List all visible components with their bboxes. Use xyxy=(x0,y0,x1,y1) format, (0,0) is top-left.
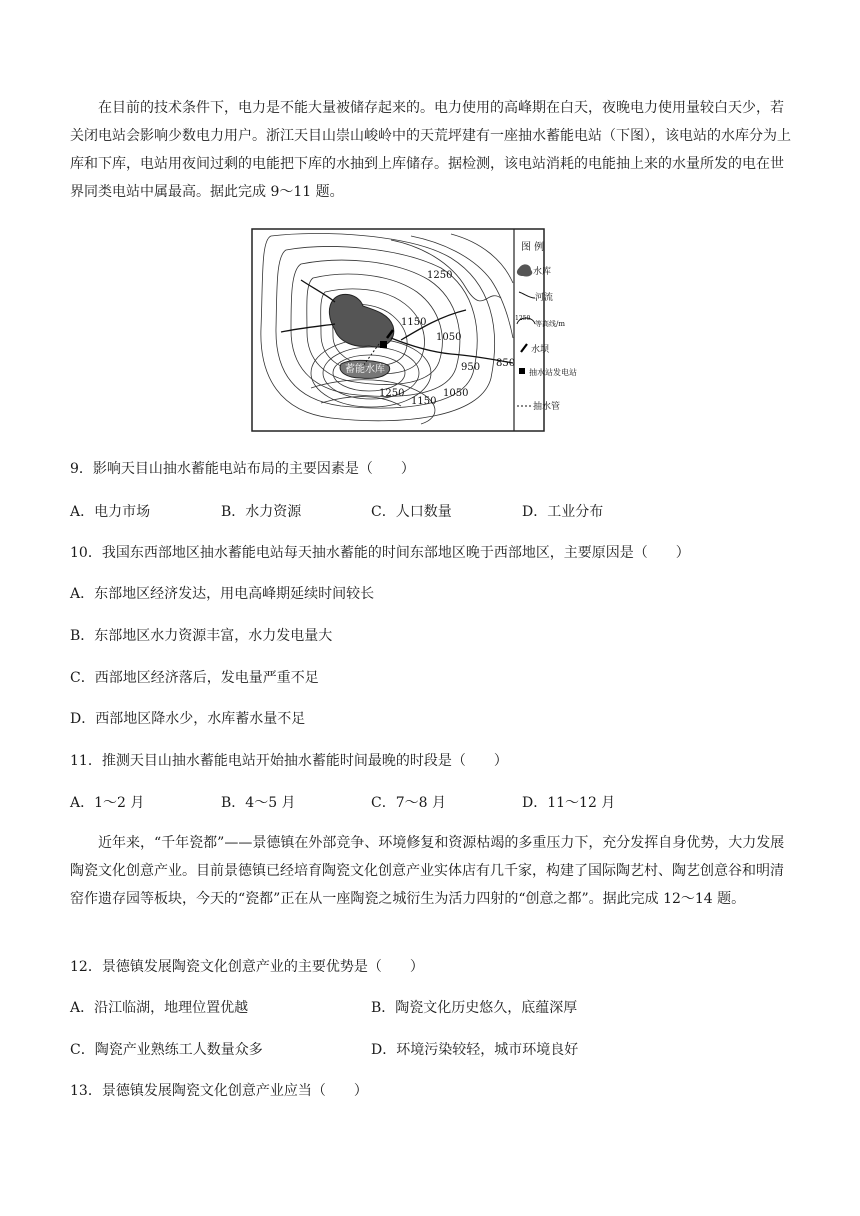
q11-option-a[interactable]: A．1～2 月 xyxy=(70,795,145,811)
legend-title: 图 例 xyxy=(521,242,545,253)
q12-option-c[interactable]: C．陶瓷产业熟练工人数量众多 xyxy=(70,1042,263,1058)
contour-label: 1050 xyxy=(436,332,462,343)
q9-option-a[interactable]: A．电力市场 xyxy=(70,504,151,520)
contour-label: 1150 xyxy=(411,396,437,407)
passage-2: 近年来，“千年瓷都”——景德镇在外部竞争、环境修复和资源枯竭的多重压力下，充分发挥自身优势，大力发展陶瓷文化创意产业。目前景德镇已经培育陶瓷文化创意产业实体店有几千家，构建了国际陶艺村、陶艺创意谷和明清窑作遗存园等板块，今天的“瓷都”正在从一座陶瓷之城衍生为活力四射的“创意之都”。据此完成 12～14 题。 xyxy=(70,835,785,907)
q9-option-d[interactable]: D．工业分布 xyxy=(522,504,604,520)
contour-label: 1050 xyxy=(443,388,469,399)
q9-option-b[interactable]: B．水力资源 xyxy=(221,504,302,520)
question-12-stem: 12．景德镇发展陶瓷文化创意产业的主要优势是（ ） xyxy=(70,959,424,975)
contour-label: 1250 xyxy=(379,388,405,399)
legend-item: 水库 xyxy=(533,267,552,277)
contour-label: 1150 xyxy=(401,317,427,328)
contour-map-figure xyxy=(251,228,577,432)
contour-label: 850 xyxy=(496,358,516,369)
reservoir-label: 蓄能水库 xyxy=(345,364,385,375)
passage-1: 在目前的技术条件下，电力是不能大量被储存起来的。电力使用的高峰期在白天，夜晚电力使用量较白天少，若关闭电站会影响少数电力用户。浙江天目山崇山峻岭中的天荒坪建有一座抽水蓄能电站（下图），该电站的水库分为上库和下库，电站用夜间过剩的电能把下库的水抽到上库储存。据检测，该电站消耗的电能抽上来的水量所发的电在世界同类电站中属最高。据此完成 9～11 题。 xyxy=(70,100,791,200)
contour-label: 1250 xyxy=(427,270,453,281)
q11-option-c[interactable]: C．7～8 月 xyxy=(371,795,446,811)
q11-option-b[interactable]: B．4～5 月 xyxy=(221,795,296,811)
q10-option-c[interactable]: C．西部地区经济落后，发电量严重不足 xyxy=(70,670,319,686)
contour-label: 950 xyxy=(461,362,481,373)
legend-item: 等高线/m xyxy=(535,320,565,328)
question-9-stem: 9．影响天目山抽水蓄能电站布局的主要因素是（ ） xyxy=(70,461,415,477)
legend-item: 河流 xyxy=(535,293,554,303)
q12-option-d[interactable]: D．环境污染较轻，城市环境良好 xyxy=(371,1042,579,1058)
legend-item: 1250 xyxy=(515,315,531,322)
q10-option-d[interactable]: D．西部地区降水少，水库蓄水量不足 xyxy=(70,711,306,727)
legend-item: 抽水站发电站 xyxy=(529,368,577,377)
q9-option-c[interactable]: C．人口数量 xyxy=(371,504,452,520)
question-10-stem: 10．我国东西部地区抽水蓄能电站每天抽水蓄能的时间东部地区晚于西部地区，主要原因是（ ） xyxy=(70,545,690,561)
q12-option-b[interactable]: B．陶瓷文化历史悠久，底蕴深厚 xyxy=(371,1000,578,1016)
legend-item: 抽水管 xyxy=(533,402,561,412)
question-11-stem: 11．推测天目山抽水蓄能电站开始抽水蓄能时间最晚的时段是（ ） xyxy=(70,753,508,769)
q10-option-a[interactable]: A．东部地区经济发达，用电高峰期延续时间较长 xyxy=(70,586,375,602)
legend-item: 水坝 xyxy=(531,345,550,355)
q11-option-d[interactable]: D．11～12 月 xyxy=(522,795,616,811)
q12-option-a[interactable]: A．沿江临湖，地理位置优越 xyxy=(70,1000,249,1016)
question-13-stem: 13．景德镇发展陶瓷文化创意产业应当（ ） xyxy=(70,1083,368,1099)
q10-option-b[interactable]: B．东部地区水力资源丰富，水力发电量大 xyxy=(70,628,333,644)
